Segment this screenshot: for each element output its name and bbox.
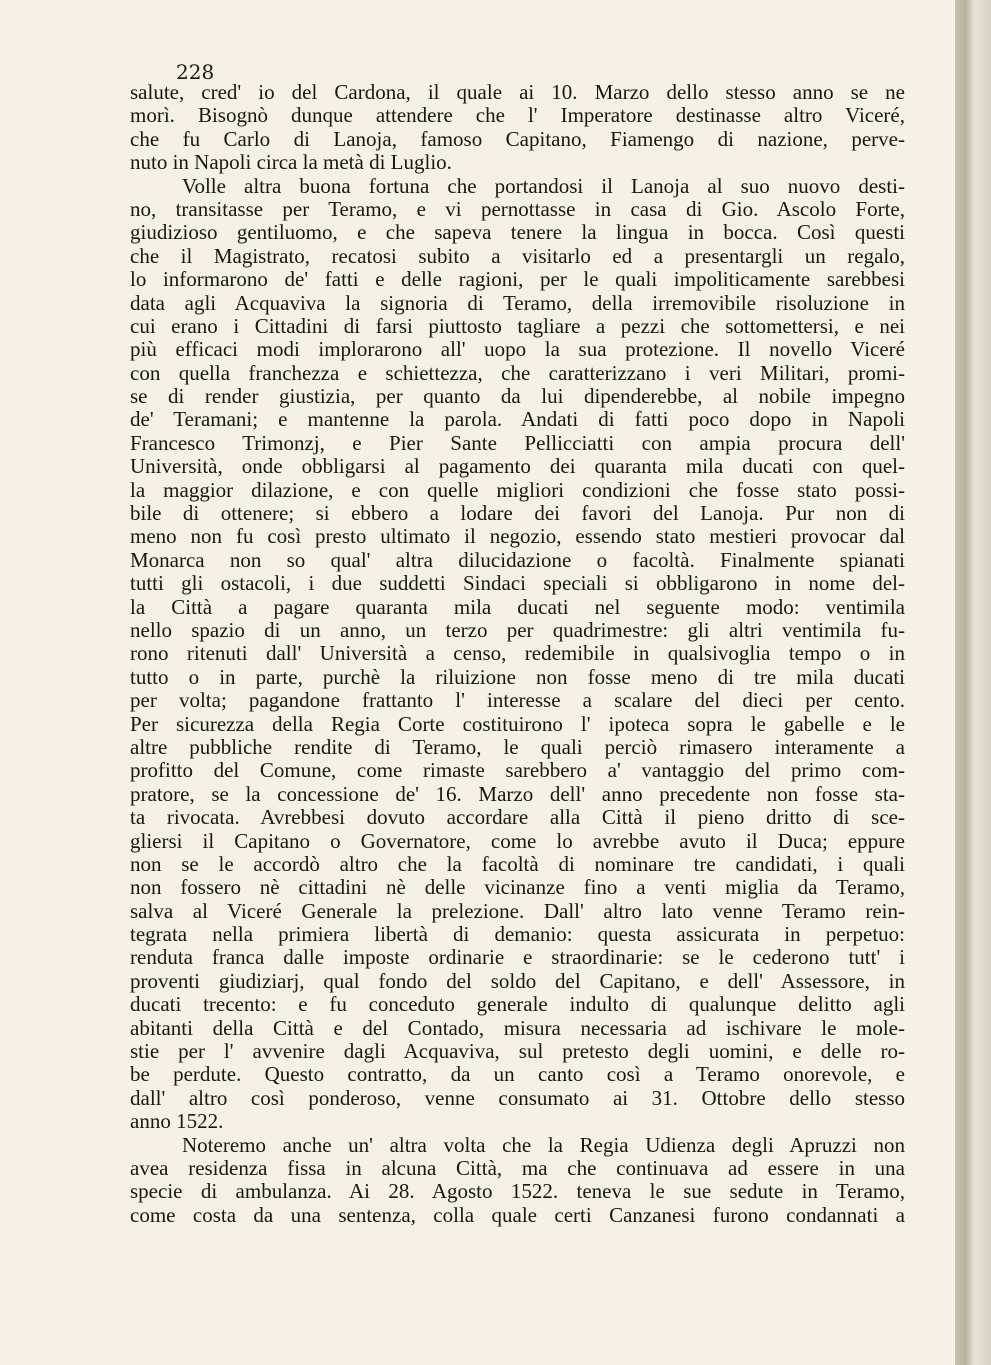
text-line: tegrata nella primiera libertà di demanio: questa assicurata in perpetuo: — [130, 922, 905, 947]
text-line: ta rivocata. Avrebbesi dovuto accordare alla Città il pieno dritto di sce- — [130, 805, 905, 830]
text-line: abitanti della Città e del Contado, misura necessaria ad ischivare le mole- — [130, 1015, 905, 1040]
text-line: che fu Carlo di Lanoja, famoso Capitano, Fiamengo di nazione, perve- — [130, 126, 905, 151]
text-line: cui erano i Cittadini di farsi piuttosto tagliare a pezzi che sottomettersi, e nei — [130, 313, 905, 338]
text-line: non se le accordò altro che la facoltà di nominare tre candidati, i quali — [130, 851, 905, 876]
text-line: tutti gli ostacoli, i due suddetti Sindaci speciali si obbligarono in nome del- — [130, 571, 905, 596]
text-line: stie per l' avvenire dagli Acquaviva, sul pretesto degli uomini, e delle ro- — [130, 1039, 905, 1064]
text-line: salva al Viceré Generale la prelezione. Dall' altro lato venne Teramo rein- — [130, 898, 905, 923]
text-line: per volta; pagandone frattanto l' interesse a scalare del dieci per cento. — [130, 688, 905, 713]
text-line: non fossero nè cittadini nè delle vicinanze fino a venti miglia da Teramo, — [130, 875, 905, 900]
text-line: renduta franca dalle imposte ordinarie e straordinarie: se le cederono tutt' i — [130, 945, 905, 970]
text-line: se di render giustizia, per quanto da lui dipenderebbe, al nobile impegno — [130, 384, 905, 409]
text-line: Monarca non so qual' altra dilucidazione o facoltà. Finalmente spianati — [130, 547, 905, 572]
text-line: la maggior dilazione, e con quelle migliori condizioni che fosse stato possi- — [130, 477, 905, 502]
text-line: giudizioso gentiluomo, e che sapeva tenere la lingua in bocca. Così questi — [130, 220, 905, 245]
text-line: ducati trecento: e fu conceduto generale indulto di qualunque delitto agli — [130, 992, 905, 1017]
text-line: de' Teramani; e mantenne la parola. Andati di fatti poco dopo in Napoli — [130, 407, 905, 432]
page-number: 228 — [176, 60, 215, 84]
text-line: be perdute. Questo contratto, da un canto così a Teramo onorevole, e — [130, 1062, 905, 1087]
text-line: tutto o in parte, purchè la riluizione non fosse meno di tre mila ducati — [130, 664, 905, 689]
text-line: la Città a pagare quaranta mila ducati nel seguente modo: ventimila — [130, 594, 905, 619]
text-line: data agli Acquaviva la signoria di Teramo, della irremovibile risoluzione in — [130, 290, 905, 315]
text-line: no, transitasse per Teramo, e vi pernottasse in casa di Gio. Ascolo Forte, — [130, 196, 905, 221]
text-line: bile di ottenere; si ebbero a lodare dei favori del Lanoja. Pur non di — [130, 501, 905, 526]
text-line: pratore, se la concessione de' 16. Marzo dell' anno precedente non fosse sta- — [130, 781, 905, 806]
text-line: Università, onde obbligarsi al pagamento dei quaranta mila ducati con quel- — [130, 454, 905, 479]
text-line: più efficaci modi implorarono all' uopo la sua protezione. Il novello Viceré — [130, 337, 905, 362]
text-line: Volle altra buona fortuna che portandosi il Lanoja al suo nuovo desti- — [182, 173, 905, 198]
text-line: salute, cred' io del Cardona, il quale ai 10. Marzo dello stesso anno se ne — [130, 80, 905, 104]
text-line: nello spazio di un anno, un terzo per quadrimestre: gli altri ventimila fu- — [130, 617, 905, 642]
text-line: Francesco Trimonzj, e Pier Sante Pellicciatti con ampia procura dell' — [130, 430, 905, 455]
text-line: proventi giudiziarj, qual fondo del soldo del Capitano, e dell' Assessore, in — [130, 968, 905, 993]
text-line: morì. Bisognò dunque attendere che l' Imperatore destinasse altro Viceré, — [130, 103, 905, 128]
text-line: Per sicurezza della Regia Corte costituirono l' ipoteca sopra le gabelle e le — [130, 711, 905, 736]
text-line: Noteremo anche un' altra volta che la Regia Udienza degli Apruzzi non — [182, 1132, 905, 1157]
text-line: altre pubbliche rendite di Teramo, le quali perciò rimasero interamente a — [130, 734, 905, 759]
text-line: come costa da una sentenza, colla quale certi Canzanesi furono condannati a — [130, 1202, 905, 1227]
text-line: profitto del Comune, come rimaste sarebbero a' vantaggio del primo com- — [130, 758, 905, 783]
text-line: avea residenza fissa in alcuna Città, ma che continuava ad essere in una — [130, 1155, 905, 1180]
text-line: anno 1522. — [130, 1109, 224, 1134]
page-edge — [955, 0, 991, 1365]
text-line: gliersi il Capitano o Governatore, come lo avrebbe avuto il Duca; eppure — [130, 828, 905, 853]
text-line: con quella franchezza e schiettezza, che caratterizzano i veri Militari, promi- — [130, 360, 905, 385]
body-text — [130, 81, 905, 1227]
text-line: che il Magistrato, recatosi subito a visitarlo ed a presentargli un regalo, — [130, 243, 905, 268]
text-line: nuto in Napoli circa la metà di Luglio. — [130, 150, 452, 175]
text-line: meno non fu così presto ultimato il negozio, essendo stato mestieri provocar dal — [130, 524, 905, 549]
text-line: lo informarono de' fatti e delle ragioni, per le quali impoliticamente sarebbesi — [130, 267, 905, 292]
text-line: dall' altro così ponderoso, venne consumato ai 31. Ottobre dello stesso — [130, 1085, 905, 1110]
text-line: specie di ambulanza. Ai 28. Agosto 1522. teneva le sue sedute in Teramo, — [130, 1179, 905, 1204]
text-line: rono ritenuti dall' Università a censo, redemibile in qualsivoglia tempo o in — [130, 641, 905, 666]
